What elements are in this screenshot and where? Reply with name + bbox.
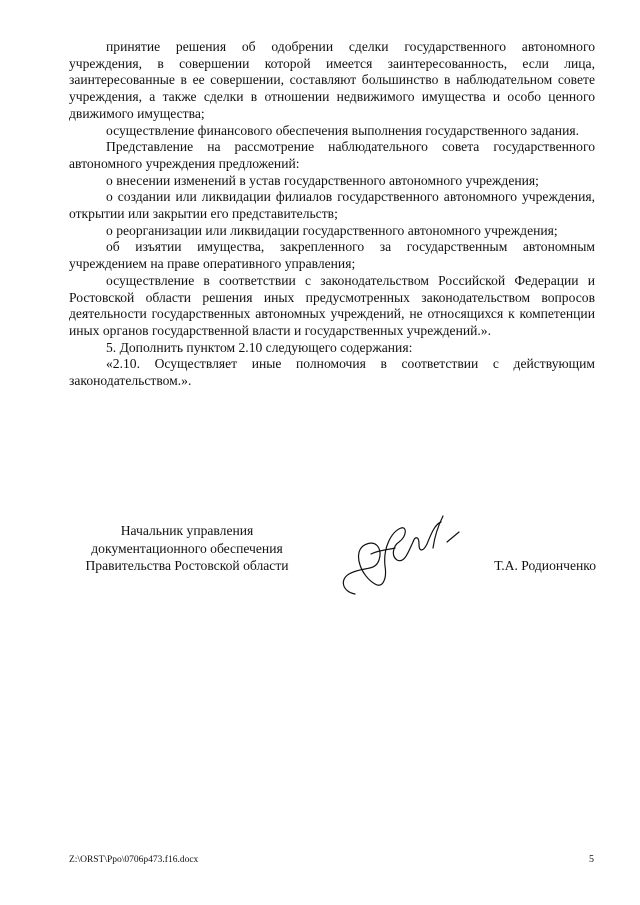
page-number: 5 — [589, 854, 594, 865]
signatory-title — [67, 522, 307, 575]
footer-file-path: Z:\ORST\Ppo\0706p473.f16.docx — [69, 855, 199, 865]
document-body — [69, 39, 595, 390]
signatory-name: Т.А. Родионченко — [494, 558, 596, 573]
paragraph: Представление на рассмотрение наблюдательного совета государственного автономного учреждения предложений: — [69, 139, 595, 171]
paragraph: об изъятии имущества, закрепленного за государственным автономным учреждением на праве оперативного управления; — [69, 239, 595, 272]
paragraph: о создании или ликвидации филиалов государственного автономного учреждения, открытии или закрытии его представительств; — [69, 189, 595, 222]
paragraph: о реорганизации или ликвидации государственного автономного учреждения; — [106, 222, 558, 238]
paragraph: о внесении изменений в устав государственного автономного учреждения; — [106, 172, 539, 188]
paragraph: осуществление финансового обеспечения выполнения государственного задания. — [106, 122, 579, 138]
paragraph: «2.10. Осуществляет иные полномочия в соответствии с действующим законодательством.». — [69, 356, 595, 389]
handwritten-signature — [335, 504, 460, 604]
signatory-title-line: Начальник управления — [120, 523, 254, 538]
paragraph: осуществление в соответствии с законодательством Российской Федерации и Ростовской области решения иных предусмотренных законодательством вопросов деятельности государственных автономных учреждений, не относящихся к компетенции иных органов государственной власти и государственных учреждений.». — [69, 272, 595, 338]
paragraph: принятие решения об одобрении сделки государственного автономного учреждения, в совершении которой имеется заинтересованность, если лица, заинтересованные в ее совершении, составляют большинство в наблюдательном совете учреждения, а также сделки в отношении недвижимого имущества и особо ценного движимого имущества; — [69, 39, 595, 121]
paragraph: 5. Дополнить пунктом 2.10 следующего содержания: — [106, 339, 413, 355]
signatory-title-line: документационного обеспечения — [91, 540, 283, 556]
signatory-title-line: Правительства Ростовской области — [85, 558, 289, 573]
